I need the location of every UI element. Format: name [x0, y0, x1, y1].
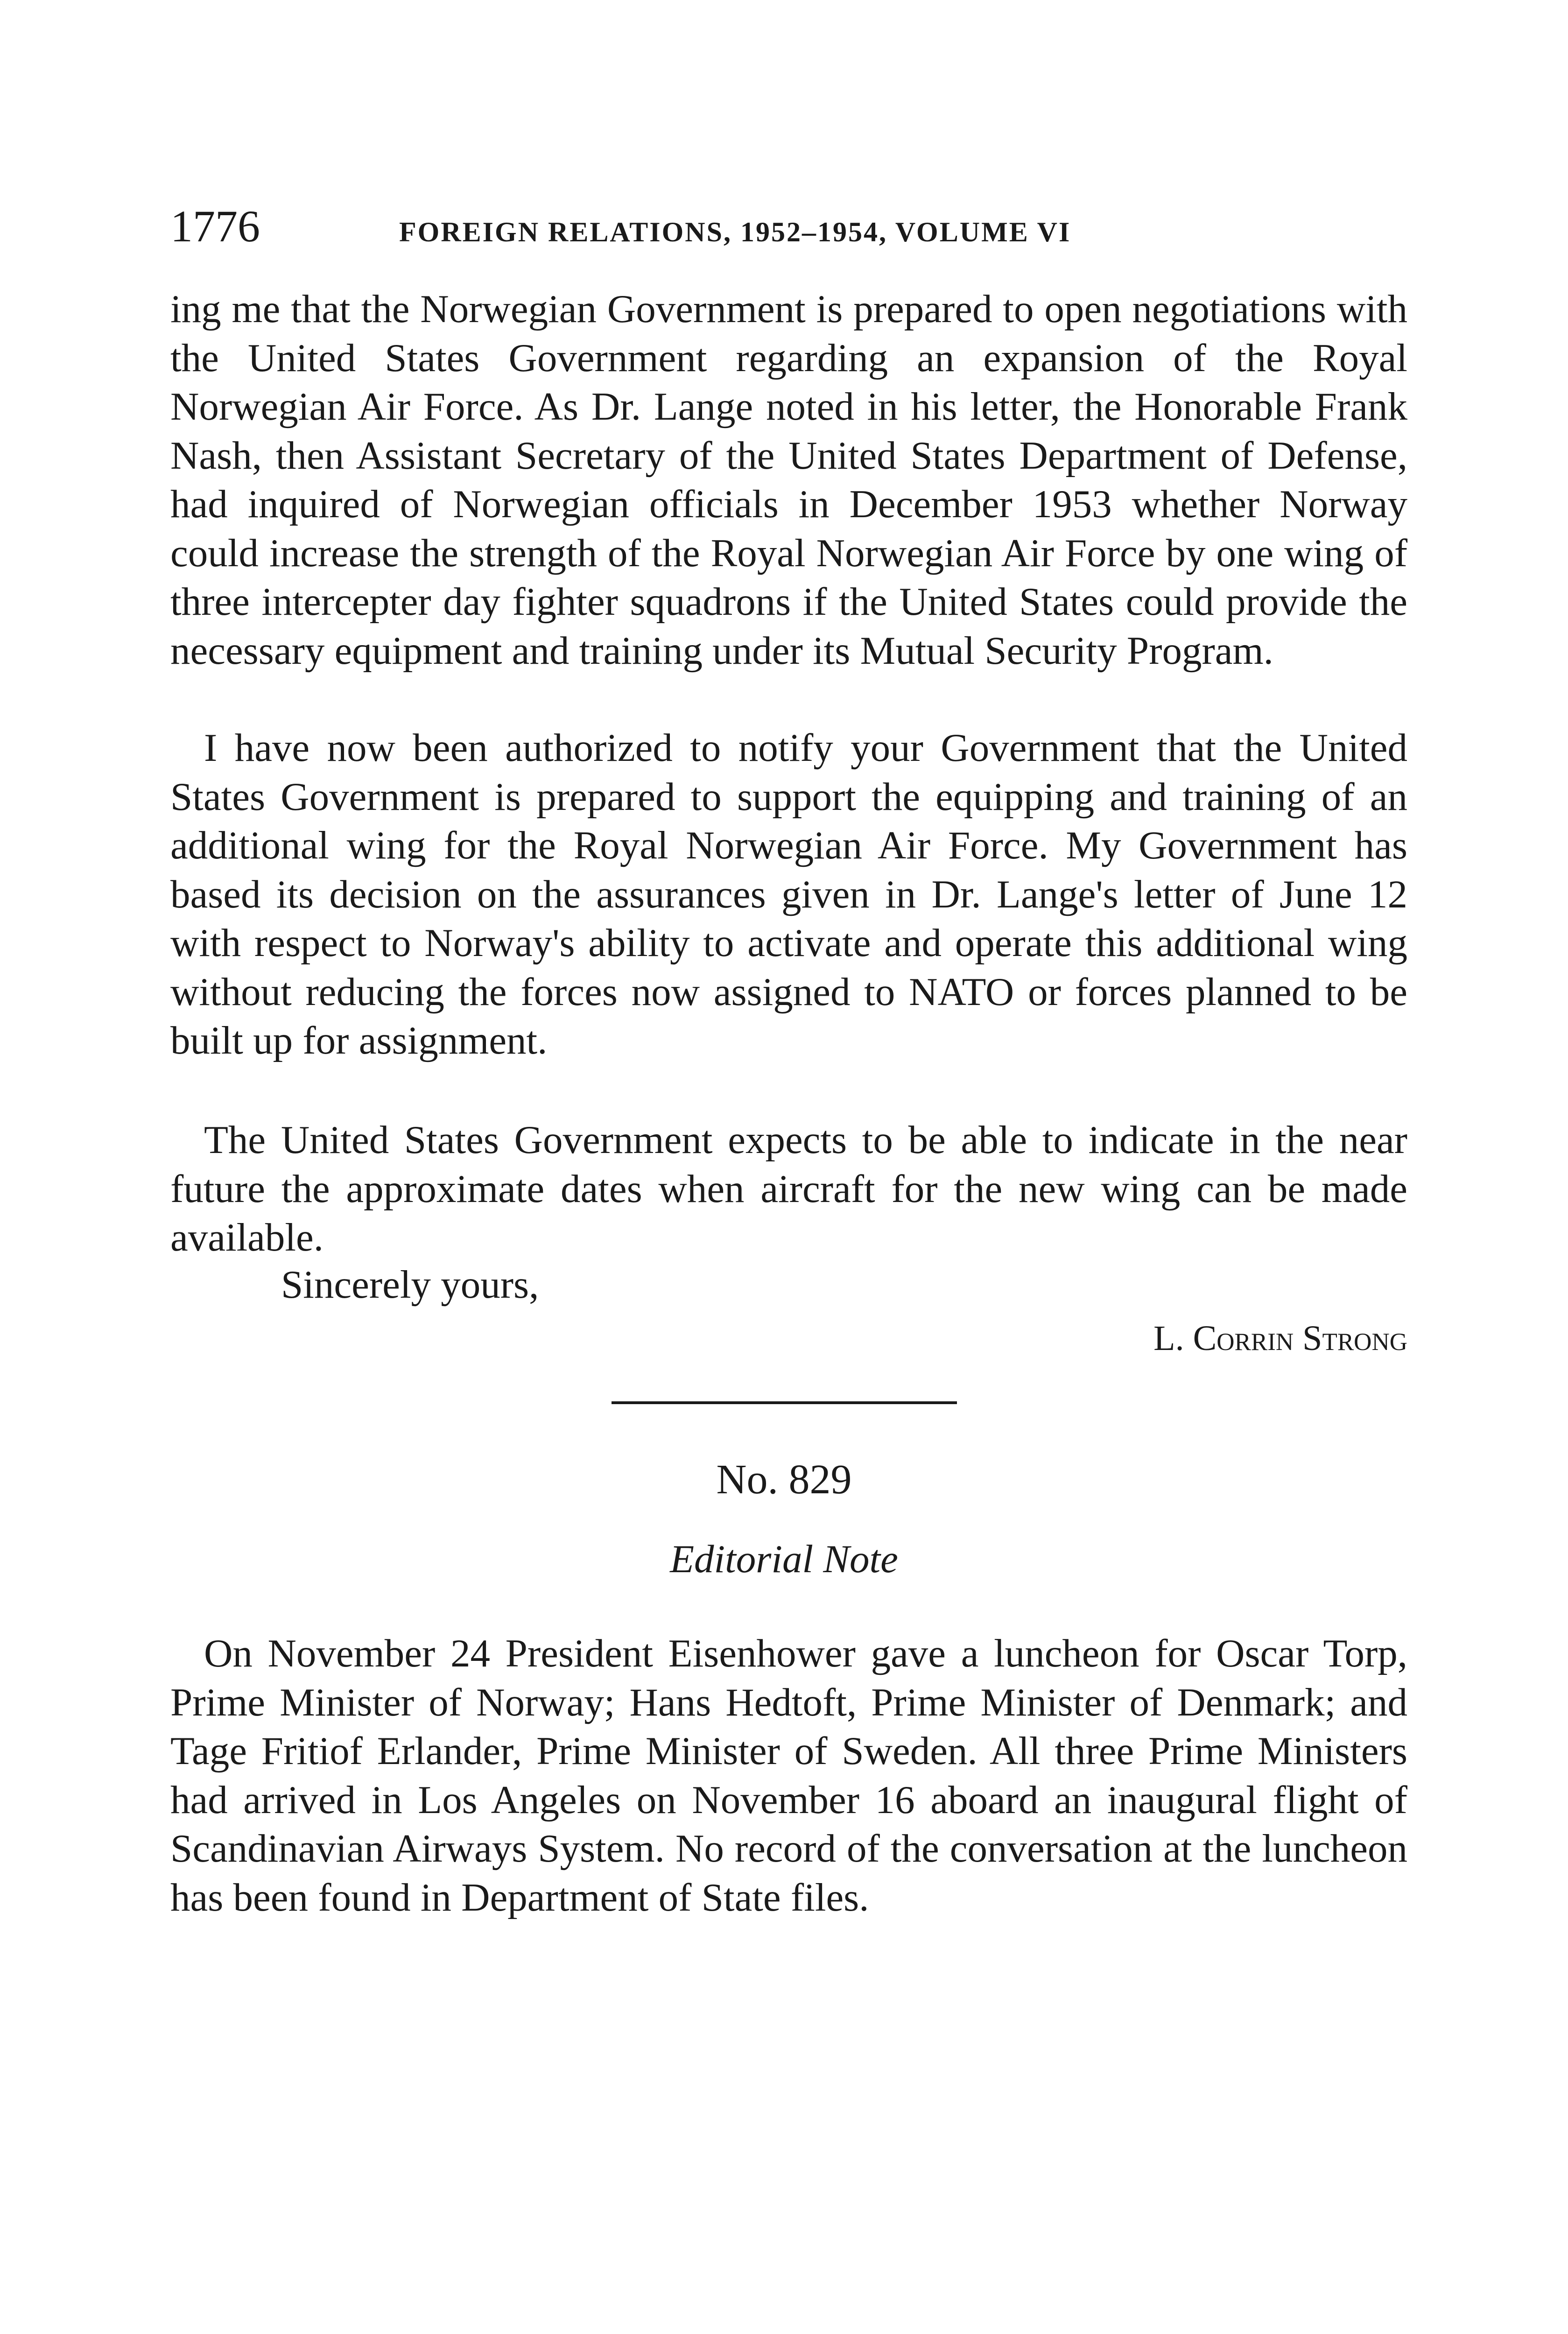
letter-paragraph-continued: ing me that the Norwegian Government is prepared to open negotiations with the United States Government regarding an expansion of the Royal Norwegian Air Force. As Dr. Lange noted in his letter, the Honorable Frank Nash, then Assistant Secretary of the United States Department of Defense, had inquired of Norwegian officials in December 1953 whether Norway could increase the strength of the Royal Norwegian Air Force by one wing of three intercepter day fighter squadrons if the United States could provide the necessary equipment and training under its Mutual Security Program. [170, 287, 1407, 673]
letter-paragraph-authorization: I have now been authorized to notify your Government that the United States Government is prepared to support the equipping and training of an additional wing for the Royal Norwegian Air Force. My Government has based its decision on the assurances given in Dr. Lange's letter of June 12 with respect to Norway's ability to activate and operate this additional wing without reducing the forces now assigned to NATO or forces planned to be built up for assignment. [170, 726, 1407, 1062]
running-header [170, 194, 1407, 259]
letter-closing: Sincerely yours, [281, 1263, 539, 1307]
letter-signature: L. Corrin Strong [1153, 1319, 1407, 1358]
letter-paragraph-aircraft-dates: The United States Government expects to be able to indicate in the near future the approximate dates when aircraft for the new wing can be made available. [170, 1118, 1407, 1259]
editorial-note-paragraph: On November 24 President Eisenhower gave a luncheon for Oscar Torp, Prime Minister of Norway; Hans Hedtoft, Prime Minister of Denmark; and Tage Fritiof Erlander, Prime Minister of Sweden. All three Prime Ministers had arrived in Los Angeles on November 16 aboard an inaugural flight of Scandinavian Airways System. No record of the conversation at the luncheon has been found in Department of State files. [170, 1631, 1407, 1919]
running-header-title: FOREIGN RELATIONS, 1952–1954, VOLUME VI [399, 217, 1071, 247]
page-number: 1776 [170, 201, 260, 251]
editorial-note-title: Editorial Note [670, 1537, 898, 1581]
section-divider [612, 1401, 957, 1404]
document-number: No. 829 [716, 1456, 852, 1503]
